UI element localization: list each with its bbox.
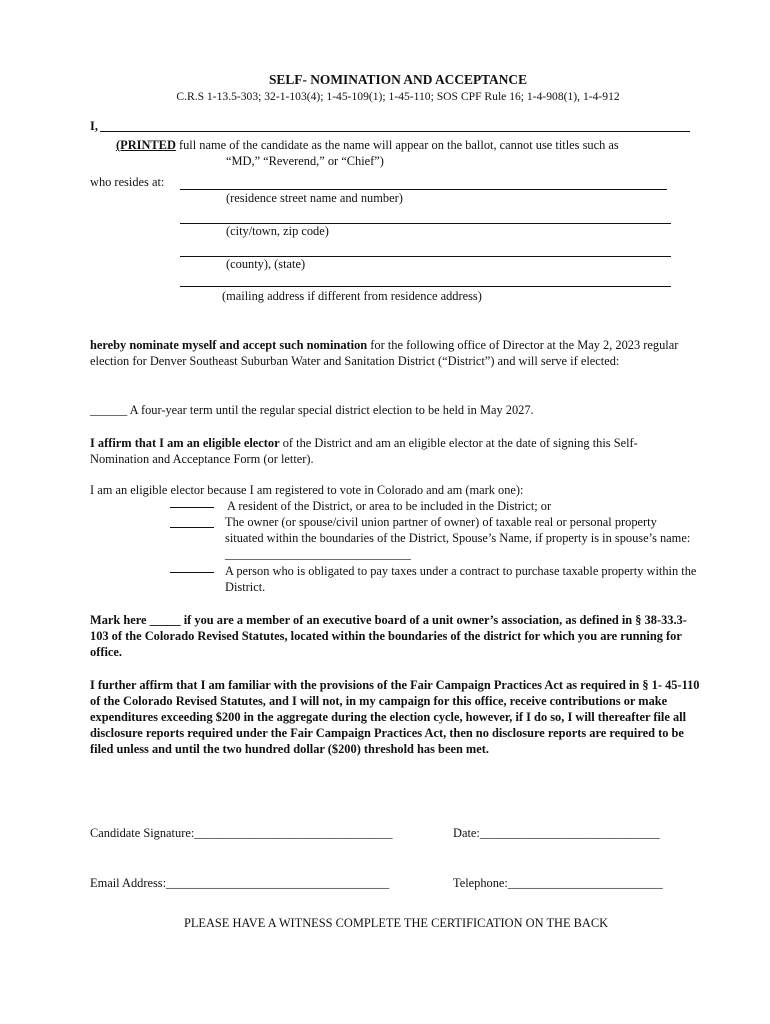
printed-name-note-2: “MD,” “Reverend,” or “Chief”) (226, 154, 384, 168)
county-state-caption: (county), (state) (226, 257, 306, 271)
email-field[interactable]: Email Address:____________________________________ (90, 876, 390, 890)
fair-campaign-affirmation: I further affirm that I am familiar with the provisions of the Fair Campaign Practices Act as required in § 1- 45-110 of the Colorado Revised Statutes, and I will not, in my campaign for this office, receive contributions or make expenditures exceeding $200 in the aggregate during the election cycle, however, if I do so, I will thereafter file all disclosure reports required under the Fair Campaign Practices Act, then no disclosure reports are required to be filed unless and until the two hundred dollar ($200) threshold has been met. (90, 678, 700, 756)
term-option[interactable]: ______ A four-year term until the regular special district election to be held in May 2027. (90, 403, 534, 417)
name-prefix: I, (90, 119, 98, 133)
option-resident: A resident of the District, or area to be included in the District; or (227, 499, 552, 513)
term-blank[interactable]: ______ (90, 403, 128, 417)
option-taxpayer-blank[interactable] (170, 572, 214, 573)
form-title: SELF- NOMINATION AND ACCEPTANCE (268, 72, 528, 87)
telephone-field[interactable]: Telephone:_________________________ (453, 876, 663, 890)
statute-references: C.R.S 1-13.5-303; 32-1-103(4); 1-45-109(1); 1-45-110; SOS CPF Rule 16; 1-4-908(1), 1-4-912 (176, 90, 620, 103)
option-owner: The owner (or spouse/civil union partner of owner) of taxable real or personal property situated within the boundaries of the District, Spouse’s Name, if property is in spouse’s name: ______________________________ (225, 515, 691, 561)
eligible-elector-affirmation: I affirm that I am an eligible elector of the District and am an eligible elector at the date of signing this Self-Nomination and Acceptance Form (or letter). (90, 436, 638, 466)
option-owner-blank[interactable] (170, 527, 214, 528)
resides-label: who resides at: (90, 175, 165, 189)
residence-street-caption: (residence street name and number) (226, 191, 403, 205)
executive-board-statement: Mark here _____ if you are a member of an executive board of a unit owner’s association, as defined in § 38-33.3-103 of the Colorado Revised Statutes, located within the boundaries of the district for which you are running for office. (90, 613, 687, 659)
city-zip-caption: (city/town, zip code) (226, 224, 329, 238)
witness-notice: PLEASE HAVE A WITNESS COMPLETE THE CERTIFICATION ON THE BACK (183, 916, 609, 930)
mailing-address-caption: (mailing address if different from residence address) (222, 289, 482, 303)
date-field[interactable]: Date:_____________________________ (453, 826, 660, 840)
printed-name-note: (PRINTED full name of the candidate as the name will appear on the ballot, cannot use titles such as (116, 138, 619, 152)
mailing-address-line[interactable] (180, 286, 671, 287)
candidate-name-line[interactable] (100, 131, 690, 132)
eligibility-intro: I am an eligible elector because I am registered to vote in Colorado and am (mark one): (90, 483, 524, 497)
candidate-signature-field[interactable]: Candidate Signature:________________________________ (90, 826, 393, 840)
option-resident-blank[interactable] (170, 507, 214, 508)
option-taxpayer: A person who is obligated to pay taxes under a contract to purchase taxable property within the District. (225, 564, 697, 594)
nomination-paragraph: hereby nominate myself and accept such nomination for the following office of Director at the May 2, 2023 regular election for Denver Southeast Suburban Water and Sanitation District (“District”) and will serve if elected: (90, 338, 679, 368)
